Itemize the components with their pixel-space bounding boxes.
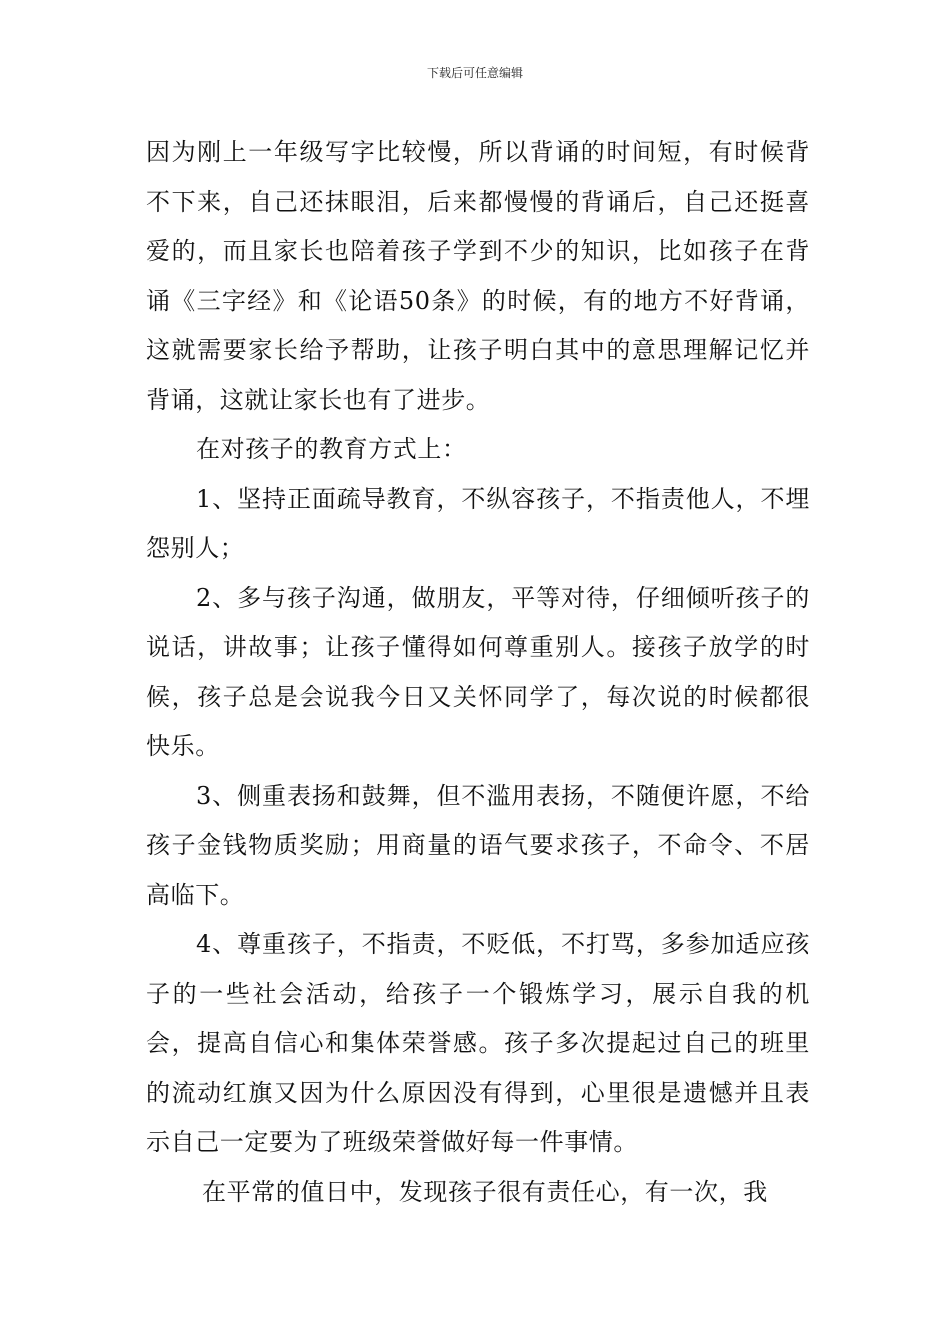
paragraph-1: 因为刚上一年级写字比较慢，所以背诵的时间短，有时候背不下来，自己还抹眼泪，后来都慢慢的背诵后，自己还挺喜爱的，而且家长也陪着孩子学到不少的知识，比如孩子在背诵《三字经》和《论语50条》的时候，有的地方不好背诵，这就需要家长给予帮助，让孩子明白其中的意思理解记忆并背诵，这就让家长也有了进步。	[146, 138, 810, 414]
paragraph-2: 在对孩子的教育方式上：	[196, 435, 467, 463]
paragraph-7: 在平常的值日中，发现孩子很有责任心，有一次，我	[202, 1177, 768, 1206]
paragraph-6: 4、尊重孩子，不指责，不贬低，不打骂，多参加适应孩子的一些社会活动，给孩子一个锻炼学习，展示自我的机会，提高自信心和集体荣誉感。孩子多次提起过自己的班里的流动红旗又因为什么原因没有得到，心里很是遗憾并且表示自己一定要为了班级荣誉做好每一件事情。	[146, 930, 810, 1156]
document-body	[146, 128, 810, 1217]
paragraph-5: 3、侧重表扬和鼓舞，但不滥用表扬，不随便许愿，不给孩子金钱物质奖励；用商量的语气要求孩子，不命令、不居高临下。	[146, 781, 810, 909]
paragraph-3: 1、坚持正面疏导教育，不纵容孩子，不指责他人，不埋怨别人；	[146, 484, 810, 562]
paragraph-4: 2、多与孩子沟通，做朋友，平等对待，仔细倾听孩子的说话，讲故事；让孩子懂得如何尊重别人。接孩子放学的时候，孩子总是会说我今日又关怀同学了，每次说的时候都很快乐。	[146, 583, 810, 760]
page-header: 下载后可任意编辑	[426, 66, 523, 80]
